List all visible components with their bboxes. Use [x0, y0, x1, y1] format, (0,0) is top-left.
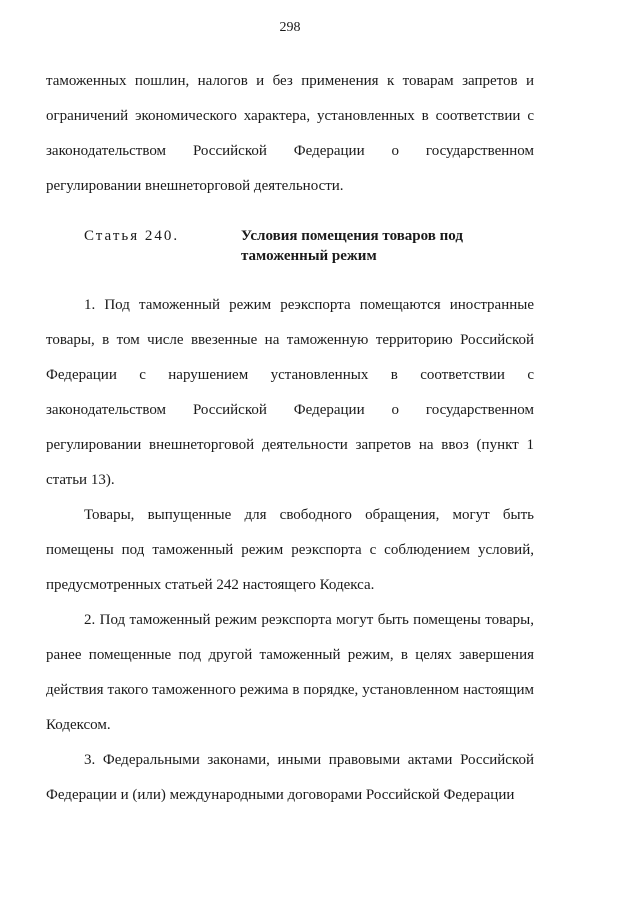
article-label: Статья 240. [84, 228, 180, 244]
article-heading [46, 226, 534, 266]
article-title: Условия помещения товаров под таможенный режим [241, 228, 463, 264]
paragraph-2: 2. Под таможенный режим реэкспорта могут быть помещены товары, ранее помещенные под другой таможенный режим, в целях завершения действия такого таможенного режима в порядке, установленном настоящим Кодексом. [46, 612, 534, 733]
paragraph-1-continued: Товары, выпущенные для свободного обращения, могут быть помещены под таможенный режим реэкспорта с соблюдением условий, предусмотренных статьей 242 настоящего Кодекса. [46, 507, 534, 593]
document-body [46, 64, 534, 813]
paragraph-1: 1. Под таможенный режим реэкспорта помещаются иностранные товары, в том числе ввезенные на таможенную территорию Российской Федерации с нарушением установленных в соответствии с законодательством Российской Федерации о государственном регулировании внешнеторговой деятельности запретов на ввоз (пункт 1 статьи 13). [46, 297, 534, 488]
intro-paragraph: таможенных пошлин, налогов и без применения к товарам запретов и ограничений экономического характера, установленных в соответствии с законодательством Российской Федерации о государственном регулировании внешнеторговой деятельности. [46, 73, 534, 194]
paragraph-3: 3. Федеральными законами, иными правовыми актами Российской Федерации и (или) международными договорами Российской Федерации [46, 752, 534, 803]
page-number: 298 [279, 20, 301, 35]
